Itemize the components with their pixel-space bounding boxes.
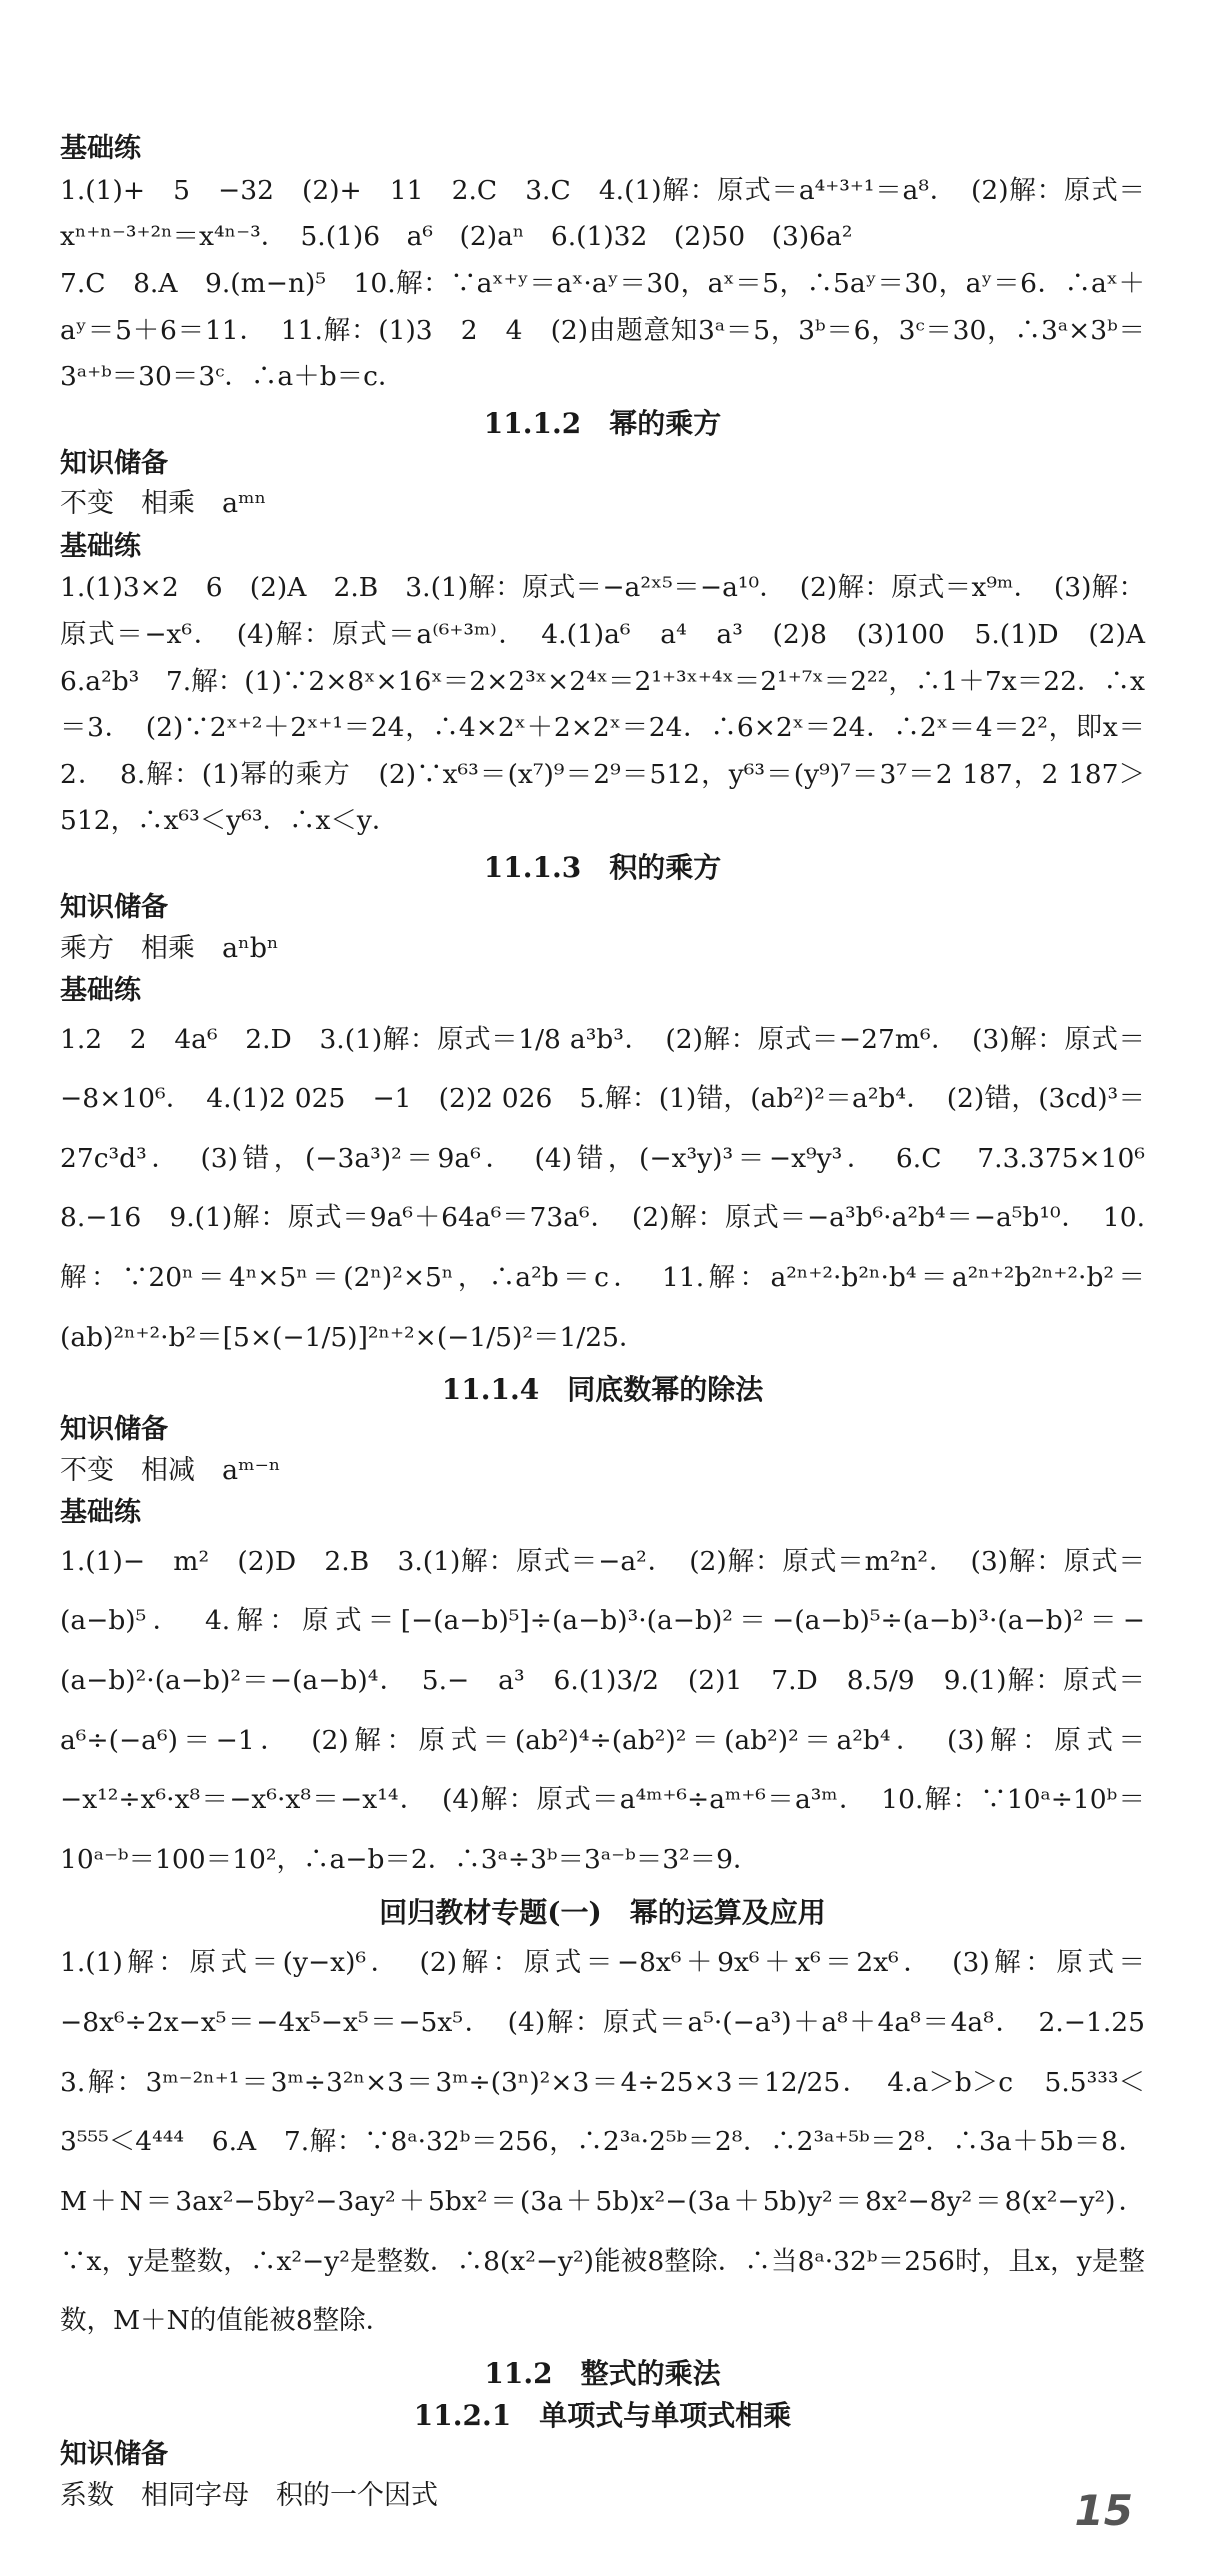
section-title: 11.1.4 同底数幂的除法 [441, 1373, 764, 1407]
knowledge-heading: 知识储备 [60, 891, 168, 923]
practice-heading: 基础练 [60, 133, 141, 164]
section-title: 11.1.2 幂的乘方 [483, 406, 722, 440]
answer-paragraph: 1.(1)− m² (2)D 2.B 3.(1)解：原式＝−a²． (2)解：原式＝m²n²． (3)解：原式＝(a−b)⁵． 4.解：原式＝[−(a−b)⁵]÷(a−b)³·(a−b)²＝−(a−b)⁵÷(a−b)³·(a−b)²＝−(a−b)²·(a−b)²＝−(a−b)⁴． 5.− a³ 6.(1)3/2 (2)1 7.D 8.5/9 9.(1)解：原式＝a⁶÷(−a⁶)＝−1． (2)解：原式＝(ab²)⁴÷(ab²)²＝(ab²)²＝a²b⁴． (3)解：原式＝−x¹²÷x⁶·x⁸＝−x⁶·x⁸＝−x¹⁴． (4)解：原式＝a⁴ᵐ⁺⁶÷aᵐ⁺⁶＝a³ᵐ． 10.解：∵10ᵃ÷10ᵇ＝10ᵃ⁻ᵇ＝100＝10²，∴a−b＝2．∴3ᵃ÷3ᵇ＝3ᵃ⁻ᵇ＝3²＝9． [60, 1545, 1145, 1875]
answer-paragraph: 1.(1)+ 5 −32 (2)+ 11 2.C 3.C 4.(1)解：原式＝a⁴⁺³⁺¹＝a⁸． (2)解：原式＝xⁿ⁺ⁿ⁻³⁺²ⁿ＝x⁴ⁿ⁻³． 5.(1)6 a⁶ (2)aⁿ 6.(1)32 (2)50 (3)6a² [60, 174, 1145, 253]
page-number: 15 [1074, 2486, 1133, 2535]
section-title: 11.1.3 积的乘方 [483, 851, 722, 885]
knowledge-heading: 知识储备 [60, 1414, 168, 1446]
section-subtitle: 11.2.1 单项式与单项式相乘 [413, 2398, 792, 2432]
page-content [60, 128, 1172, 2517]
practice-heading: 基础练 [60, 530, 141, 562]
answer-paragraph: 7.C 8.A 9.(m−n)⁵ 10.解：∵aˣ⁺ʸ＝aˣ·aʸ＝30，aˣ＝5，∴5aʸ＝30，aʸ＝6．∴aˣ＋aʸ＝5＋6＝11． 11.解：(1)3 2 4 (2)由题意知3ᵃ＝5，3ᵇ＝6，3ᶜ＝30，∴3ᵃ×3ᵇ＝3ᵃ⁺ᵇ＝30＝3ᶜ．∴a＋b＝c． [60, 268, 1145, 393]
answer-paragraph: 1.(1)解：原式＝(y−x)⁶． (2)解：原式＝−8x⁶＋9x⁶＋x⁶＝2x⁶． (3)解：原式＝−8x⁶÷2x−x⁵＝−4x⁵−x⁵＝−5x⁵． (4)解：原式＝a⁵·(−a³)＋a⁸＋4a⁸＝4a⁸． 2.−1.25 3.解：3ᵐ⁻²ⁿ⁺¹＝3ᵐ÷3²ⁿ×3＝3ᵐ÷(3ⁿ)²×3＝4÷25×3＝12/25． 4.a＞b＞c 5.5³³³＜3⁵⁵⁵＜4⁴⁴⁴ 6.A 7.解：∵8ᵃ·32ᵇ＝256，∴2³ᵃ·2⁵ᵇ＝2⁸．∴2³ᵃ⁺⁵ᵇ＝2⁸．∴3a＋5b＝8．M＋N＝3ax²−5by²−3ay²＋5bx²＝(3a＋5b)x²−(3a＋5b)y²＝8x²−8y²＝8(x²−y²)．∵x，y是整数，∴x²−y²是整数．∴8(x²−y²)能被8整除．∴当8ᵃ·32ᵇ＝256时，且x，y是整数，M＋N的值能被8整除． [60, 1947, 1172, 2337]
knowledge-heading: 知识储备 [60, 447, 168, 479]
knowledge-answers: 系数 相同字母 积的一个因式 [60, 2480, 438, 2512]
section-title: 11.2 整式的乘法 [484, 2356, 721, 2390]
section-title: 回归教材专题(一) 幂的运算及应用 [379, 1895, 826, 1929]
answer-paragraph: 1.2 2 4a⁶ 2.D 3.(1)解：原式＝1/8 a³b³． (2)解：原式＝−27m⁶． (3)解：原式＝−8×10⁶． 4.(1)2 025 −1 (2)2 026 5.解：(1)错，(ab²)²＝a²b⁴． (2)错，(3cd)³＝27c³d³． (3)错，(−3a³)²＝9a⁶． (4)错，(−x³y)³＝−x⁹y³． 6.C 7.3.375×10⁶ 8.−16 9.(1)解：原式＝9a⁶＋64a⁶＝73a⁶． (2)解：原式＝−a³b⁶·a²b⁴＝−a⁵b¹⁰． 10.解：∵20ⁿ＝4ⁿ×5ⁿ＝(2ⁿ)²×5ⁿ，∴a²b＝c． 11.解：a²ⁿ⁺²·b²ⁿ·b⁴＝a²ⁿ⁺²b²ⁿ⁺²·b²＝(ab)²ⁿ⁺²·b²＝[5×(−1/5)]²ⁿ⁺²×(−1/5)²＝1/25． [60, 1023, 1172, 1353]
knowledge-heading: 知识储备 [60, 2439, 168, 2471]
practice-heading: 基础练 [60, 1497, 141, 1529]
knowledge-answers: 不变 相乘 aᵐⁿ [60, 488, 267, 520]
knowledge-answers: 乘方 相乘 aⁿbⁿ [60, 932, 279, 964]
knowledge-answers: 不变 相减 aᵐ⁻ⁿ [60, 1454, 281, 1486]
practice-heading: 基础练 [60, 974, 141, 1006]
answer-paragraph: 1.(1)3×2 6 (2)A 2.B 3.(1)解：原式＝−a²ˣ⁵＝−a¹⁰． (2)解：原式＝x⁹ᵐ． (3)解：原式＝−x⁶． (4)解：原式＝a⁽⁶⁺³ᵐ⁾． 4.(1)a⁶ a⁴ a³ (2)8 (3)100 5.(1)D (2)A 6.a²b³ 7.解：(1)∵2×8ˣ×16ˣ＝2×2³ˣ×2⁴ˣ＝2¹⁺³ˣ⁺⁴ˣ＝2¹⁺⁷ˣ＝2²²，∴1＋7x＝22．∴x＝3． (2)∵2ˣ⁺²＋2ˣ⁺¹＝24，∴4×2ˣ＋2×2ˣ＝24．∴6×2ˣ＝24．∴2ˣ＝4＝2²，即x＝2． 8.解：(1)幂的乘方 (2)∵x⁶³＝(x⁷)⁹＝2⁹＝512，y⁶³＝(y⁹)⁷＝3⁷＝2 187，2 187＞512，∴x⁶³＜y⁶³．∴x＜y． [60, 572, 1172, 837]
